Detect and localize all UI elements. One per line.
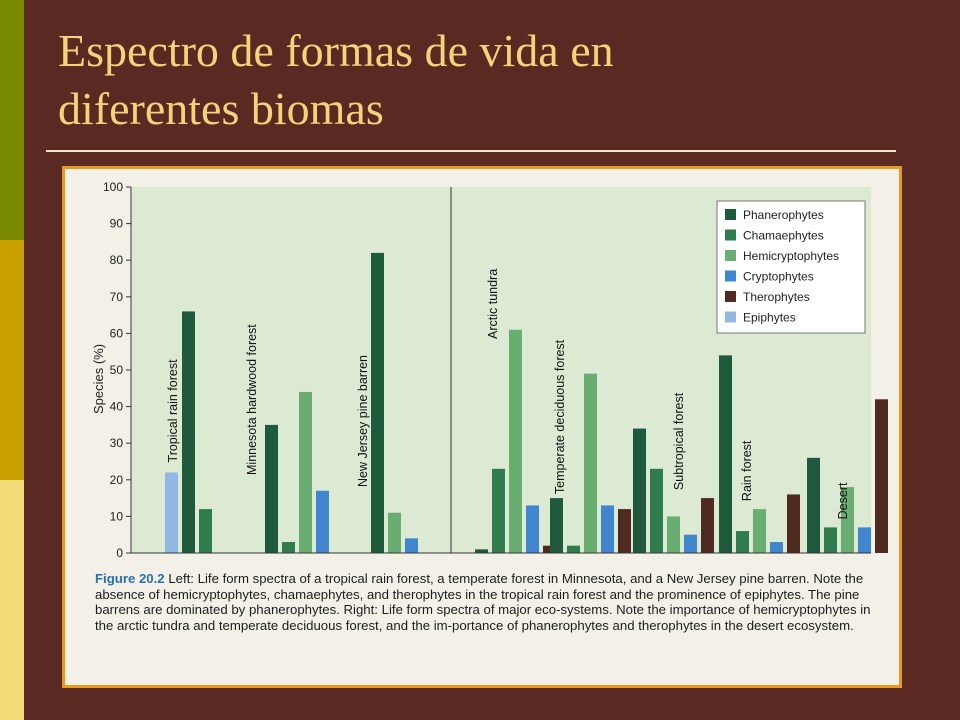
bar-desert-phanerophytes: [807, 458, 820, 553]
category-label-tropical-rain-forest: Tropical rain forest: [166, 359, 180, 463]
bar-subtropical-forest-phanerophytes: [633, 429, 646, 553]
bar-subtropical-forest-chamaephytes: [650, 469, 663, 553]
legend-label-epiphytes: Epiphytes: [743, 310, 796, 325]
sidebar-block-cream: [0, 480, 24, 720]
legend-swatch-chamaephytes: [725, 230, 736, 241]
bar-new-jersey-pine-barren-cryptophytes: [405, 538, 418, 553]
legend-swatch-therophytes: [725, 291, 736, 302]
bar-desert-chamaephytes: [824, 527, 837, 553]
bar-tropical-rain-forest-phanerophytes: [182, 311, 195, 553]
bar-rain-forest-phanerophytes: [719, 355, 732, 553]
category-label-rain-forest: Rain forest: [740, 440, 754, 502]
bar-rain-forest-hemicryptophytes: [753, 509, 766, 553]
slide-title-line1: Espectro de formas de vida en: [58, 25, 614, 76]
bar-temperate-deciduous-forest-hemicryptophytes: [584, 374, 597, 553]
y-tick-label: 100: [102, 180, 123, 194]
bar-minnesota-hardwood-forest-phanerophytes: [265, 425, 278, 553]
category-label-arctic-tundra: Arctic tundra: [486, 268, 500, 339]
y-tick-label: 60: [109, 326, 123, 341]
bar-rain-forest-therophytes: [787, 494, 800, 553]
legend-label-chamaephytes: Chamaephytes: [743, 228, 824, 243]
bar-desert-cryptophytes: [858, 527, 871, 553]
category-label-minnesota-hardwood-forest: Minnesota hardwood forest: [245, 324, 259, 475]
bar-arctic-tundra-phanerophytes: [475, 549, 488, 553]
category-label-new-jersey-pine-barren: New Jersey pine barren: [356, 354, 370, 487]
bar-minnesota-hardwood-forest-hemicryptophytes: [299, 392, 312, 553]
legend-label-hemicryptophytes: Hemicryptophytes: [743, 249, 840, 263]
title-divider: [46, 150, 896, 152]
legend-swatch-epiphytes: [725, 312, 736, 323]
y-tick-label: 0: [116, 546, 123, 560]
caption-figure-number: Figure 20.2: [95, 571, 165, 586]
legend-label-phanerophytes: Phanerophytes: [743, 208, 824, 222]
bar-arctic-tundra-chamaephytes: [492, 469, 505, 553]
bar-arctic-tundra-hemicryptophytes: [509, 330, 522, 553]
slide-title: [58, 22, 918, 138]
bar-temperate-deciduous-forest-therophytes: [618, 509, 631, 553]
bar-tropical-rain-forest-chamaephytes: [199, 509, 212, 553]
bar-subtropical-forest-cryptophytes: [684, 535, 697, 553]
bar-new-jersey-pine-barren-phanerophytes: [371, 253, 384, 553]
bar-desert-therophytes: [875, 399, 888, 553]
y-axis-label: Species (%): [91, 343, 106, 415]
bar-subtropical-forest-hemicryptophytes: [667, 516, 680, 553]
sidebar-block-gold: [0, 240, 24, 480]
y-tick-label: 30: [109, 436, 123, 451]
legend-swatch-hemicryptophytes: [725, 250, 736, 261]
bar-subtropical-forest-therophytes: [701, 498, 714, 553]
bar-minnesota-hardwood-forest-chamaephytes: [282, 542, 295, 553]
category-label-temperate-deciduous-forest: Temperate deciduous forest: [553, 339, 567, 495]
y-tick-label: 40: [109, 399, 123, 414]
y-tick-label: 20: [109, 472, 123, 487]
y-tick-label: 10: [109, 509, 123, 524]
bar-new-jersey-pine-barren-hemicryptophytes: [388, 513, 401, 553]
slide-title-line2: diferentes biomas: [58, 83, 384, 134]
figure-image: [62, 166, 902, 688]
bar-tropical-rain-forest-epiphytes: [165, 472, 178, 553]
sidebar-accent: [0, 0, 24, 720]
life-form-chart: [65, 169, 899, 569]
bar-temperate-deciduous-forest-chamaephytes: [567, 546, 580, 553]
y-tick-label: 50: [109, 363, 123, 377]
y-tick-label: 80: [109, 253, 123, 268]
sidebar-block-olive: [0, 0, 24, 240]
bar-temperate-deciduous-forest-cryptophytes: [601, 505, 614, 553]
legend-label-cryptophytes: Cryptophytes: [743, 269, 814, 284]
y-tick-label: 70: [109, 289, 123, 304]
bar-rain-forest-cryptophytes: [770, 542, 783, 553]
category-label-subtropical-forest: Subtropical forest: [672, 392, 686, 491]
bar-arctic-tundra-cryptophytes: [526, 505, 539, 553]
legend-swatch-phanerophytes: [725, 209, 736, 220]
y-tick-label: 90: [109, 216, 123, 231]
caption-text: Left: Life form spectra of a tropical rain forest, a temperate forest in Minnesota, and a New Jersey pine barren. Note the absence of hemicryptophytes, chamaephytes, and therophytes in the tropical rain forest and the prominence of epiphytes. The pine barrens are dominated by phanerophytes. Right: Life form spectra of major eco-systems. Note the importance of hemicryptophytes in the arctic tundra and temperate deciduous forest, and the im-portance of phanerophytes and therophytes in the desert ecosystem.: [95, 571, 871, 633]
figure-caption: [95, 571, 885, 633]
category-label-desert: Desert: [836, 482, 850, 520]
chart-legend: [717, 201, 865, 333]
bar-rain-forest-chamaephytes: [736, 531, 749, 553]
legend-swatch-cryptophytes: [725, 271, 736, 282]
legend-label-therophytes: Therophytes: [743, 290, 810, 304]
bar-minnesota-hardwood-forest-cryptophytes: [316, 491, 329, 553]
bar-temperate-deciduous-forest-phanerophytes: [550, 498, 563, 553]
